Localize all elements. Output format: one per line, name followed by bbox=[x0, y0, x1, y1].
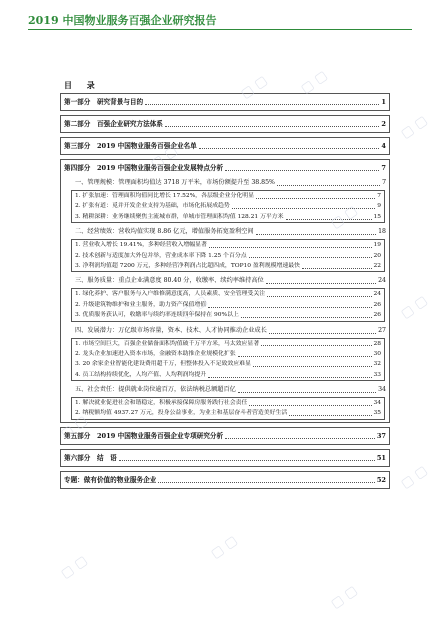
toc-subsection-entry[interactable] bbox=[72, 261, 384, 271]
table-of-contents bbox=[60, 93, 390, 493]
toc-subsection-entry[interactable] bbox=[72, 191, 384, 201]
toc-subsection-entry[interactable] bbox=[72, 310, 384, 320]
watermark-mark: ▢ ▢ bbox=[178, 293, 211, 322]
toc-subsection-entry[interactable] bbox=[72, 408, 384, 418]
toc-entry-page-number: 2 bbox=[381, 120, 386, 128]
watermark-mark: ▢ ▢ bbox=[58, 413, 91, 442]
watermark-mark: ▢ ▢ bbox=[148, 143, 181, 172]
toc-subsection-entry[interactable] bbox=[72, 349, 384, 359]
dot-leader bbox=[119, 460, 375, 461]
toc-subsection-box bbox=[71, 338, 385, 382]
toc-subsection-box bbox=[71, 397, 385, 420]
dot-leader bbox=[253, 366, 372, 367]
toc-entry-page-number: 7 bbox=[377, 192, 381, 199]
toc-entry-label: 2. 技术创新与适度加大外包并举，营业成本率下降 1.25 个百分点 bbox=[75, 252, 247, 259]
toc-entry-page-number: 7 bbox=[382, 179, 386, 186]
toc-section-entry[interactable] bbox=[61, 383, 389, 397]
toc-entry-label: 2. 纳税额均值 4937.27 万元，投身公益事业，为业主和基层奋斗者营造美好生活 bbox=[75, 410, 288, 417]
toc-entry-label: 五、社会责任：提供就业岗位逾百万，依法纳税总额超百亿 bbox=[75, 386, 236, 394]
toc-entry-label: 3. 优质服务获认可，收缴率与续约率连续四年保持在 90%以上 bbox=[75, 312, 239, 319]
dot-leader bbox=[208, 377, 371, 378]
watermark-mark: ▢ ▢ bbox=[238, 73, 271, 102]
toc-entry-page-number: 26 bbox=[373, 301, 381, 308]
toc-part-box bbox=[60, 115, 390, 133]
toc-entry-page-number: 30 bbox=[373, 350, 381, 357]
toc-entry-label: 二、经营绩效：营收均值实现 8.86 亿元，增值服务拓宽盈利空间 bbox=[75, 228, 254, 236]
toc-entry-page-number: 19 bbox=[373, 242, 381, 249]
dot-leader bbox=[199, 148, 380, 149]
dot-leader bbox=[209, 247, 372, 248]
toc-part-entry[interactable] bbox=[61, 450, 389, 466]
toc-entry-page-number: 51 bbox=[376, 453, 386, 462]
toc-entry-label: 1. 解决就业促进社会和谐稳定，积极承接保障房服务践行社会责任 bbox=[75, 400, 248, 407]
toc-entry-label: 4. 员工结构持续优化，人均产值、人均利润均提升 bbox=[75, 371, 207, 378]
dot-leader bbox=[256, 234, 377, 235]
toc-subsection-entry[interactable] bbox=[72, 212, 384, 222]
toc-entry-page-number: 24 bbox=[378, 277, 386, 285]
toc-entry-page-number: 52 bbox=[376, 475, 386, 484]
toc-entry-label: 2. 升级建筑物维护和业主服务，助力资产保值增值 bbox=[75, 301, 207, 308]
toc-subsection-entry[interactable] bbox=[72, 300, 384, 310]
toc-subsection-entry[interactable] bbox=[72, 251, 384, 261]
toc-part-box bbox=[60, 427, 390, 445]
watermark-mark: ▢ ▢ bbox=[328, 203, 361, 232]
toc-entry-label: 1. 营业收入增长 19.41%，多种经营收入增幅显著 bbox=[75, 242, 207, 249]
dot-leader bbox=[277, 185, 380, 186]
toc-section-entry[interactable] bbox=[61, 176, 389, 190]
dot-leader bbox=[266, 283, 376, 284]
dot-leader bbox=[289, 415, 371, 416]
toc-entry-label: 1. 扩张加速：管理面积均值同比增长 17.52%，各层级企业分化明显 bbox=[75, 192, 255, 199]
toc-subsection-entry[interactable] bbox=[72, 289, 384, 299]
toc-entry-label: 2. 扩张有道：觅并开发企业支持为基础，市场化拓展成趋势 bbox=[75, 203, 230, 210]
watermark-mark: ▢ ▢ bbox=[58, 553, 91, 582]
toc-section-entry[interactable] bbox=[61, 225, 389, 239]
toc-entry-label: 第五部分 2019 中国物业服务百强企业专项研究分析 bbox=[64, 431, 224, 440]
dot-leader bbox=[232, 208, 375, 209]
toc-entry-page-number: 28 bbox=[373, 340, 381, 347]
toc-entry-page-number: 22 bbox=[373, 262, 381, 269]
toc-subsection-entry[interactable] bbox=[72, 201, 384, 211]
toc-entry-label: 四、发展潜力：万亿级市场容量，资本、技术、人才协同推动企业成长 bbox=[75, 326, 267, 334]
dot-leader bbox=[249, 257, 372, 258]
toc-entry-page-number: 18 bbox=[378, 228, 386, 236]
toc-entry-page-number: 24 bbox=[373, 291, 381, 298]
toc-entry-label: 第三部分 2019 中国物业服务百强企业名单 bbox=[64, 142, 197, 150]
toc-entry-page-number: 26 bbox=[373, 312, 381, 319]
dot-leader bbox=[238, 356, 372, 357]
toc-subsection-box bbox=[71, 288, 385, 321]
toc-entry-label: 2. 龙头企业加速进入资本市场，金融资本助推企业规模化扩张 bbox=[75, 350, 236, 357]
toc-part-entry[interactable] bbox=[61, 116, 389, 132]
toc-entry-label: 第一部分 研究背景与目的 bbox=[64, 98, 144, 106]
toc-entry-page-number: 15 bbox=[373, 213, 381, 220]
toc-part-box bbox=[60, 159, 390, 423]
toc-entry-page-number: 34 bbox=[378, 386, 386, 394]
toc-entry-label: 专题：做有价值的物业服务企业 bbox=[64, 475, 157, 484]
toc-entry-page-number: 27 bbox=[378, 326, 386, 334]
toc-entry-page-number: 34 bbox=[373, 400, 381, 407]
toc-entry-page-number: 1 bbox=[381, 98, 386, 106]
toc-subsection-entry[interactable] bbox=[72, 240, 384, 250]
toc-entry-page-number: 35 bbox=[373, 410, 381, 417]
toc-entry-page-number: 7 bbox=[381, 164, 386, 172]
toc-part-entry[interactable] bbox=[61, 472, 389, 488]
toc-entry-label: 第二部分 百强企业研究方法体系 bbox=[64, 120, 163, 128]
toc-part-box bbox=[60, 449, 390, 467]
toc-entry-label: 3. 精耕深耕：业务继续聚焦主流城市群，单城市管理面积均值 128.21 万平方米 bbox=[75, 213, 284, 220]
toc-section-entry[interactable] bbox=[61, 324, 389, 338]
watermark-mark: ▢ ▢ bbox=[328, 583, 361, 612]
report-title: 2019 中国物业服务百强企业研究报告 bbox=[28, 14, 217, 27]
toc-entry-label: 第四部分 2019 中国物业服务百强企业发展特点分析 bbox=[64, 164, 224, 172]
dot-leader bbox=[267, 296, 371, 297]
dot-leader bbox=[145, 104, 379, 105]
watermark-mark: ▢ ▢ bbox=[398, 293, 431, 322]
toc-entry-page-number: 4 bbox=[381, 142, 386, 150]
toc-subsection-entry[interactable] bbox=[72, 339, 384, 349]
toc-entry-page-number: 33 bbox=[373, 371, 381, 378]
toc-subsection-entry[interactable] bbox=[72, 370, 384, 380]
toc-entry-page-number: 20 bbox=[373, 252, 381, 259]
toc-part-box bbox=[60, 137, 390, 155]
header-divider bbox=[28, 29, 412, 30]
toc-subsection-entry[interactable] bbox=[72, 359, 384, 369]
toc-entry-label: 3. 净利润均值超 7200 万元，多种经营净利润占比超四成，TOP10 盈利规模增速最快 bbox=[75, 262, 301, 269]
watermark-mark: ▢ ▢ bbox=[398, 113, 431, 142]
toc-entry-label: 三、服务质量：重点企业满意度 80.40 分，收缴率、续约率维持高位 bbox=[75, 277, 264, 285]
toc-entry-label: 1. 绿化养护、客户服务与入户维修满意度高，人员素质、安全管理受关注 bbox=[75, 291, 266, 298]
toc-entry-page-number: 32 bbox=[373, 361, 381, 368]
toc-section-entry[interactable] bbox=[61, 274, 389, 288]
toc-part-box bbox=[60, 93, 390, 111]
dot-leader bbox=[241, 317, 372, 318]
toc-entry-label: 一、管理规模：管理面积均值达 3718 万平米，市场份额提升至 38.85% bbox=[75, 179, 275, 186]
dot-leader bbox=[225, 170, 379, 171]
dot-leader bbox=[208, 307, 371, 308]
toc-part-entry[interactable] bbox=[61, 428, 389, 444]
toc-part-box bbox=[60, 471, 390, 489]
toc-subsection-box bbox=[71, 190, 385, 223]
toc-heading: 目 录 bbox=[64, 80, 101, 90]
toc-subsection-entry[interactable] bbox=[72, 398, 384, 408]
dot-leader bbox=[256, 198, 375, 199]
dot-leader bbox=[225, 438, 375, 439]
dot-leader bbox=[238, 392, 376, 393]
watermark-mark: ▢ ▢ bbox=[298, 68, 331, 97]
toc-part-entry[interactable] bbox=[61, 94, 389, 110]
dot-leader bbox=[286, 219, 372, 220]
dot-leader bbox=[249, 405, 371, 406]
toc-part-entry[interactable] bbox=[61, 138, 389, 154]
watermark-mark: ▢ ▢ bbox=[208, 533, 241, 562]
dot-leader bbox=[269, 333, 376, 334]
toc-entry-label: 第六部分 结 语 bbox=[64, 453, 117, 462]
watermark-mark: ▢ ▢ bbox=[398, 463, 431, 492]
toc-entry-label: 3. 20 余家企业智能化建设费用超千万，但整体投入不足致效应难显 bbox=[75, 361, 251, 368]
toc-entry-label: 1. 市场空间巨大，百强企业储备面积均值破千万平方米，马太效应显著 bbox=[75, 340, 260, 347]
toc-part-entry[interactable] bbox=[61, 160, 389, 176]
toc-entry-page-number: 9 bbox=[377, 203, 381, 210]
dot-leader bbox=[158, 482, 375, 483]
toc-entry-page-number: 37 bbox=[376, 431, 386, 440]
dot-leader bbox=[261, 345, 371, 346]
dot-leader bbox=[302, 268, 371, 269]
toc-subsection-box bbox=[71, 239, 385, 272]
dot-leader bbox=[165, 126, 380, 127]
